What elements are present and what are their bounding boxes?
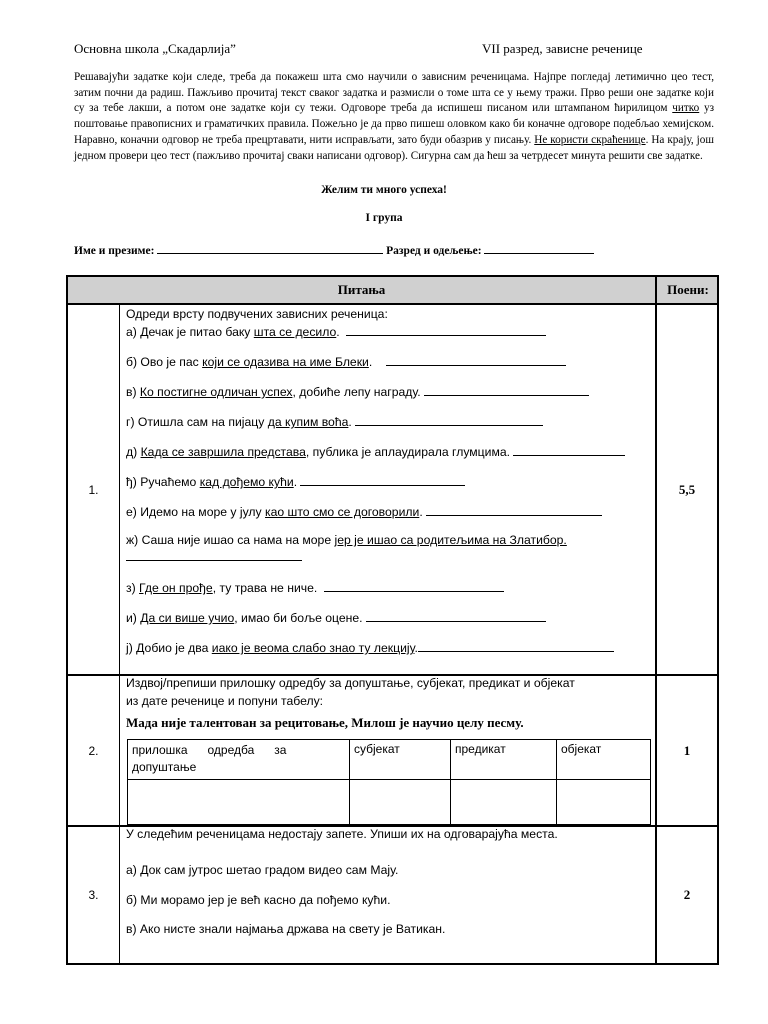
list-item: и) Да си више учио, имао би боље оцене.	[126, 610, 546, 625]
list-item: ж) Саша није ишао са нама на море јер је ишао са родитељима на Златибор.	[126, 533, 567, 547]
question-content	[120, 305, 655, 674]
class-field[interactable]	[484, 243, 594, 254]
list-item: е) Идемо на море у јулу као што смо се договорили.	[126, 504, 602, 519]
list-item[interactable]: в) Ако нисте знали најмања држава на свету је Ватикан.	[126, 922, 446, 936]
list-item: ј) Добио је два иако је веома слабо знао ту лекцију.	[126, 640, 614, 655]
answer-line	[126, 549, 302, 564]
school-name: Основна школа „Скадарлија”	[74, 41, 236, 56]
instructions-underline-2: Не користи скраћенице	[534, 133, 646, 146]
question-row-2	[68, 676, 717, 827]
question-number: 2.	[68, 676, 120, 825]
instructions-part-3: . На крају, још једном провери цео тест (пажљиво прочитај сваки написани одговор). Сигурна сам да ћеш за четрдесет минута решити све задатке.	[74, 133, 714, 162]
example-sentence: Мада није талентован за рецитовање, Милош је научио целу песму.	[126, 715, 524, 730]
group-label: I група	[365, 212, 403, 224]
good-luck-wish: Желим ти много успеха!	[321, 184, 447, 196]
question-content	[120, 676, 655, 825]
list-item: б) Ово је пас који се одазива на име Блеки.	[126, 354, 566, 369]
list-item: в) Ко постигне одличан успех, добиће лепу награду.	[126, 384, 589, 399]
list-item: з) Где он прође, ту трава не ниче.	[126, 580, 504, 595]
question-prompt: Одреди врсту подвучених зависних реченица:	[126, 307, 388, 321]
column-header-adverbial: прилошка одредба за допуштање	[132, 743, 287, 774]
instructions-part-2: уз поштовање правописних и граматичких правила. Пожељно је да прво пишеш оловком како би коначне одговоре подебљао хемијском. Наравно, коначни одговор не треба прецртавати, нити исправљати, зато буди обазрив у писању.	[74, 102, 714, 146]
answer-blank[interactable]	[355, 414, 543, 426]
answer-blank[interactable]	[386, 354, 566, 366]
answer-blank[interactable]	[424, 384, 589, 396]
column-header-object: објекат	[561, 742, 602, 756]
answer-blank[interactable]	[366, 610, 546, 622]
instructions-part-1: Решавајући задатке који следе, треба да покажеш шта смо научили о зависним реченицама. Најпре погледај летимично цео тест, затим почни да радиш. Пажљиво прочитај текст сваког задатка и размисли о томе шта се у њему тражи. Прво реши оне задатке који су за тебе лакши, а потом оне задатке који су тежи. Одговоре треба да испишеш писаном или штампаном ћирилицом	[74, 71, 714, 115]
answer-blank[interactable]	[126, 549, 302, 561]
answer-cell-subject[interactable]	[350, 780, 450, 824]
column-header-predicate: предикат	[455, 742, 506, 756]
questions-table	[66, 275, 719, 965]
header-points: Поени:	[655, 277, 719, 303]
answer-blank[interactable]	[324, 580, 504, 592]
answer-blank[interactable]	[418, 640, 614, 652]
list-item: г) Отишла сам на пијацу да купим воћа.	[126, 414, 543, 429]
answer-blank[interactable]	[513, 444, 625, 456]
instructions-underline-1: читко	[672, 102, 700, 115]
student-info-line	[74, 243, 594, 257]
list-item: д) Када се завршила представа, публика је аплаудирала глумцима.	[126, 444, 625, 459]
answer-blank[interactable]	[346, 324, 546, 336]
answer-blank[interactable]	[300, 474, 465, 486]
list-item: а) Дечак је питао баку шта се десило.	[126, 324, 546, 339]
answer-blank[interactable]	[426, 504, 602, 516]
question-points: 2	[655, 827, 717, 963]
answer-cell-object[interactable]	[557, 780, 650, 824]
name-field[interactable]	[157, 243, 383, 254]
name-label: Име и презиме:	[74, 245, 155, 257]
answer-table	[127, 739, 651, 825]
class-label: Разред и одељење:	[386, 245, 482, 257]
list-item: ђ) Ручаћемо кад дођемо кући.	[126, 474, 465, 489]
question-prompt: У следећим реченицама недостају запете. Упиши их на одговарајућа места.	[126, 827, 558, 841]
question-prompt: Издвој/препиши прилошку одредбу за допуштање, субјекат, предикат и објекат	[126, 676, 575, 690]
list-item[interactable]: а) Док сам јутрос шетао градом видео сам Мају.	[126, 863, 399, 877]
question-number: 1.	[68, 305, 120, 674]
question-number: 3.	[68, 827, 120, 963]
question-points: 5,5	[655, 305, 717, 674]
question-row-3	[68, 827, 717, 963]
question-row-1	[68, 305, 717, 676]
instructions	[74, 70, 714, 164]
answer-cell-adverbial[interactable]	[128, 780, 349, 824]
table-header	[68, 277, 717, 305]
question-content	[120, 827, 655, 963]
test-subject: VII разред, зависне реченице	[482, 41, 643, 56]
column-header-subject: субјекат	[354, 742, 400, 756]
answer-cell-predicate[interactable]	[451, 780, 556, 824]
question-points: 1	[655, 676, 717, 825]
header-questions: Питања	[337, 282, 386, 297]
list-item[interactable]: б) Ми морамо јер је већ касно да пођемо кући.	[126, 893, 391, 907]
question-prompt-continued: из дате реченице и попуни табелу:	[126, 694, 324, 708]
